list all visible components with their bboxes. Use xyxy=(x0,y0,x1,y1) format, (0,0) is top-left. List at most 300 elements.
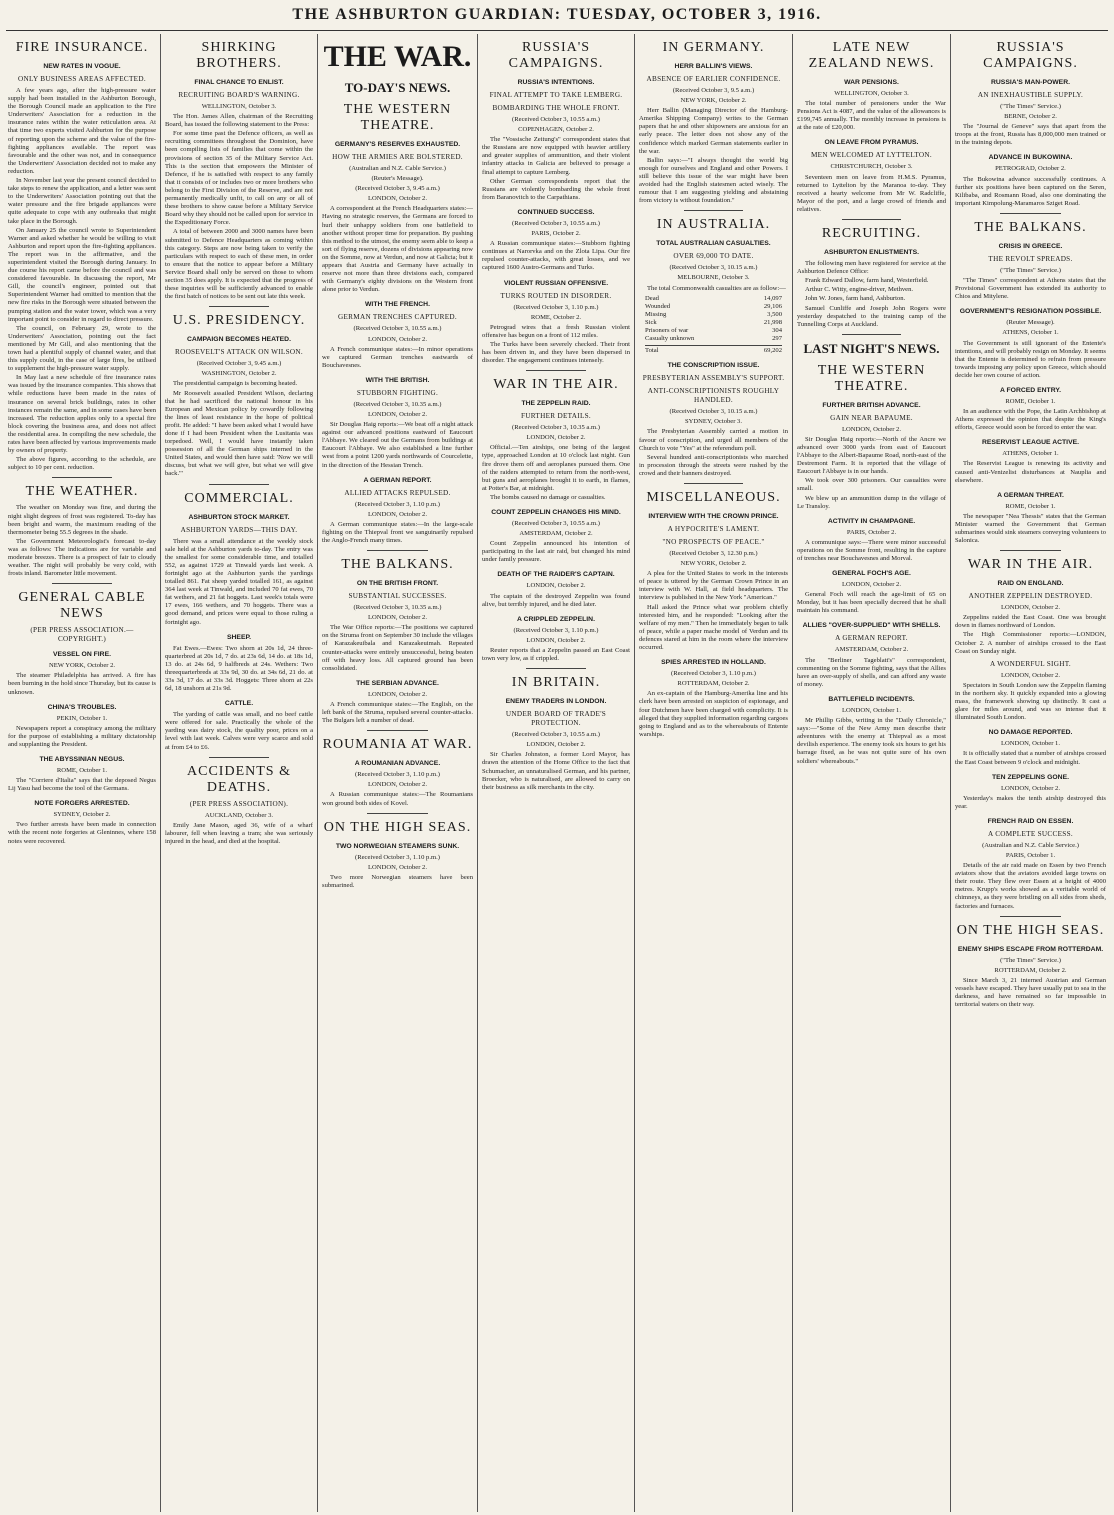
subheading: RUSSIA'S MAN-POWER. xyxy=(990,79,1071,86)
dateline: ROTTERDAM, October 2. xyxy=(677,680,750,688)
subheading: ASHBURTON YARDS—THIS DAY. xyxy=(180,525,298,534)
column-3 xyxy=(318,34,478,1512)
subheading: WITH THE BRITISH. xyxy=(365,376,430,384)
divider xyxy=(1000,213,1060,214)
paragraph: Two more Norwegian steamers have been submarined. xyxy=(322,873,473,889)
paragraph: On January 25 the council wrote to Superintendent Warner and asked whether he would be willing to visit Ashburton and report upon the fire-fighting appliances. The report was in the affirmative, and the superintendent visited the Borough during January. In due course his report came before the council and was considered favourable. In discussing the report, Mr Gill, the council's engineer, pointed out that Superintendent Warner had omitted to mention that the new fire risks in the Borough were situated between the pumping station and the water tower, which was a very important point to consider in regard to direct pressure. xyxy=(8,226,156,323)
paragraph: Zeppelins raided the East Coast. One was brought down in flames northward of London. xyxy=(955,614,1106,630)
subheading: GENERAL FOCH'S AGE. xyxy=(832,570,911,578)
paragraph: The Reservist League is renewing its activity and caused anti-Venizelist disturbances at Nauplia and elsewhere. xyxy=(955,460,1106,484)
paragraph: A plea for the United States to work in the interests of peace is uttered by the German Crown Prince in an interview with W. Hall, at field headquarters. The interview is published in the New York "American." xyxy=(639,570,788,602)
paragraph: Since March 3, 21 interned Austrian and German vessels have escaped. They have usually put to sea in the darkness, and have remained so far impossible in territorial waters on their way. xyxy=(955,976,1106,1009)
paragraph: Several hundred anti-conscriptionists who marched in procession through the streets were rushed by the crowd and their banners destroyed. xyxy=(639,453,788,477)
headline: GENERAL CABLE NEWS xyxy=(18,590,146,622)
headline: WAR IN THE AIR. xyxy=(967,557,1094,573)
table-cell: Prisoners of war xyxy=(645,326,689,334)
dateline: (Received October 3, 1.10 p.m.) xyxy=(355,500,440,508)
subheading: GOVERNMENT'S RESIGNATION POSSIBLE. xyxy=(959,308,1102,316)
paragraph: A few years ago, after the high-pressure water supply had been installed in the Ashburton Borough, the Borough Council made an application to the Fire Underwriters' Association for a reduction in the insurance rates within the water reticulation area. At that time two experts visited Ashburton for the purpose of reporting upon the scheme and the value of the fire-fighting appliances available. The report was favourable and the other was not, and in consequence the Underwriters' Association decided not to make any reduction. xyxy=(8,87,156,175)
table-cell: 69,202 xyxy=(763,347,782,355)
masthead-rule xyxy=(6,30,1108,31)
subheading: RAID ON ENGLAND. xyxy=(997,580,1064,588)
dateline: (Received October 3, 12.30 p.m.) xyxy=(669,550,758,557)
paragraph: The newspaper "Nea Thessis" states that the German Minister warned the Government that German submarines would sink steamers conveying volunteers to Salonica. xyxy=(955,512,1106,545)
dateline: (Received October 3, 1.10 p.m.) xyxy=(355,771,440,779)
subheading: FURTHER DETAILS. xyxy=(520,412,592,421)
dateline: WELLINGTON, October 3. xyxy=(201,103,277,110)
paragraph: Official.—Ten airships, one being of the largest type, approached London at 10 o'clock last night. Gun fire drove them off and aeroplanes pursued them. One of the raiders attempted to return from the north-west, but guns and aeroplanes brought it to earth, in flames, at Potter's Bar, at midnight. xyxy=(482,444,630,492)
subheading: DEATH OF THE RAIDER'S CAPTAIN. xyxy=(497,571,615,579)
dateline: (Received October 3, 10.55 a.m.) xyxy=(512,219,600,227)
paragraph: The Government Meteorologist's forecast to-day was as follows: The indications are for variable and moderate breezes. There is a prospect of fair to cloudy weather. The night will probably be very cold, with frosts inland. Barometer little movement. xyxy=(8,537,156,578)
dateline: (Received October 3, 10.55 a.m.) xyxy=(512,731,600,739)
subheading: MEN WELCOMED AT LYTTELTON. xyxy=(810,151,932,160)
paragraph: The council, on February 29, wrote to the Underwriters' Association, pointing out the fact mentioned by Mr Gill, and also mentioning that the town had a plentiful supply of channel water, and that this supply could, in the case of large fires, be utilised to supplement the high-pressure water supply. xyxy=(8,324,156,373)
headline: THE WEATHER. xyxy=(25,484,139,500)
paragraph: Sir Charles Johnston, a former Lord Mayor, has drawn the attention of the Home Office to the fact that Schumacher, an unnaturalised German, and his partner, Broecker, who is naturalised, are allowed to carry on their business as silk merchants in the city. xyxy=(482,751,630,791)
dateline: LONDON, October 2. xyxy=(368,690,427,698)
dateline: LONDON, October 2. xyxy=(1001,604,1060,612)
table-row xyxy=(645,303,782,311)
byline: (Reuter's Message). xyxy=(371,175,424,183)
paragraph: Count Zeppelin announced his intention of participating in the last air raid, but changed his mind under family pressure. xyxy=(482,540,630,564)
table-cell: 304 xyxy=(772,326,782,334)
paragraph: Seventeen men on leave from H.M.S. Pyramus, returned to Lyttelton by the Maranoa to-day. They received a hearty welcome from Mr W. Radcliffe, Mayor of the port, and a large crowd of friends and relatives. xyxy=(797,173,946,213)
paragraph: The above figures, according to the schedule, are subject to 10 per cent. reduction. xyxy=(8,456,156,472)
paragraph: Sir Douglas Haig reports:—We beat off a night attack against our advanced positions eastward of Eaucourt l'Abbaye. We cleared out the Germans from buildings at Eaucourt l'Abbaye. We also established a line further west from a point 1200 yards northwards of Courcelette, in the direction of the Hessian Trench. xyxy=(322,421,473,469)
subheading: STUBBORN FIGHTING. xyxy=(356,388,439,397)
subheading: THE SERBIAN ADVANCE. xyxy=(356,679,439,687)
dateline: (Received October 3, 9.45 a.m.) xyxy=(355,185,440,193)
table-cell: Sick xyxy=(645,318,657,326)
headline: ROUMANIA AT WAR. xyxy=(322,737,473,753)
divider xyxy=(526,668,585,669)
paragraph: The "Berliner Tageblatt's" correspondent, commenting on the Somme fighting, says that the Allies have an over-supply of shells, and can afford any waste of money. xyxy=(797,656,946,688)
table-cell: 14,097 xyxy=(763,294,782,302)
divider xyxy=(209,484,268,485)
paragraph: The Bukowina advance successfully continues. A further six positions have been captured on the Seren, Kilibaba, and Rosmann Road, also one dominating the important Kimpolung-Maramaros Sziget Road. xyxy=(955,175,1106,207)
dateline: PARIS, October 2. xyxy=(846,528,897,536)
divider xyxy=(1000,916,1060,917)
subheading: INTERVIEW WITH THE CROWN PRINCE. xyxy=(648,513,779,520)
subheading: A GERMAN THREAT. xyxy=(997,491,1064,499)
paragraph: Mr Roosevelt assailed President Wilson, declaring that he had sacrificed the national honour in his European and Mexican policy by cowardly following the lines of least resistance in the hope of political profit. He added: "I have been asked what I would have done if I had been President when the Lusitania was torpedoed. Well, I would have instantly taken possession of all the German ships interned in the United States, and would then have said: 'Now we will discuss, but what we will give, but what we will give back.'" xyxy=(165,389,313,478)
dateline: LONDON, October 2. xyxy=(842,581,901,589)
dateline: BERNE, October 2. xyxy=(1004,113,1057,121)
newspaper-columns xyxy=(4,34,1110,1512)
dateline: (Received October 3, 10.15 a.m.) xyxy=(669,408,758,416)
headline: THE BALKANS. xyxy=(341,557,454,573)
subheading: ON THE BRITISH FRONT. xyxy=(356,580,439,588)
dateline: (Received October 3, 10.35 a.m.) xyxy=(512,424,600,432)
paragraph: A French communique states:—In minor operations we captured German trenches eastwards of Bouchavesnes. xyxy=(322,345,473,369)
dateline: NEW YORK, October 2. xyxy=(680,560,747,568)
paragraph: A Russian communique states:—Stubborn fighting continues at Narorvka and on the Zlota Lipa. Our fire repulsed counter-attacks, with great losses, and we captured 1600 Austro-Germans and Turks. xyxy=(482,240,630,272)
divider xyxy=(209,757,268,758)
divider xyxy=(52,583,111,584)
dateline: LONDON, October 2. xyxy=(526,434,586,442)
dateline: AMSTERDAM, October 2. xyxy=(519,530,593,538)
table-cell: 21,998 xyxy=(763,318,782,326)
dateline: PARIS, October 2. xyxy=(531,230,581,238)
dateline: (Received October 3, 1.10 p.m.) xyxy=(513,626,599,634)
headline: IN GERMANY. xyxy=(662,40,765,55)
paragraph: The High Commissioner reports:—LONDON, October 2. A number of airships crossed to the East Coast on Sunday night. xyxy=(955,631,1106,655)
paragraph: The Hon. James Allen, chairman of the Recruiting Board, has issued the following statement to the Press: xyxy=(165,113,313,129)
paragraph: Two further arrests have been made in connection with the recent note forgeries at Gleninnes, where 158 notes were recovered. xyxy=(8,821,156,845)
dateline: LONDON, October 2. xyxy=(368,510,427,518)
subheading: ALLIES "OVER-SUPPLIED" WITH SHELLS. xyxy=(802,622,941,630)
subheading: THE ZEPPELIN RAID. xyxy=(521,400,591,408)
subheading: OVER 69,000 TO DATE. xyxy=(673,252,754,261)
subheading: A GERMAN REPORT. xyxy=(363,476,432,484)
subheading: ASHBURTON STOCK MARKET. xyxy=(188,513,290,521)
paragraph: Yesterday's makes the tenth airship destroyed this year. xyxy=(955,794,1106,810)
subheading: NOTE FORGERS ARRESTED. xyxy=(34,800,130,808)
dateline: LONDON, October 2. xyxy=(368,410,427,418)
subheading: VESSEL ON FIRE. xyxy=(52,651,112,659)
headline: FIRE INSURANCE. xyxy=(15,40,149,55)
paragraph: Sir Douglas Haig reports:—North of the Ancre we advanced over 3000 yards from east of Eaucourt l'Abbaye to the Albert-Bapaume Road, north-east of the Destremont Farm. It is reported that the village of Eaucourt l'Abbaye is in our hands. xyxy=(797,435,946,476)
subheading: A WONDERFUL SIGHT. xyxy=(990,659,1071,668)
dateline: LONDON, October 2. xyxy=(1001,671,1060,679)
subheading: THE CONSCRIPTION ISSUE. xyxy=(667,362,760,370)
headline: THE BALKANS. xyxy=(974,219,1087,235)
headline: U.S. PRESIDENCY. xyxy=(172,313,306,329)
dateline: LONDON, October 2. xyxy=(368,863,427,871)
paragraph: It is officially stated that a number of airships crossed the East Coast between 9 o'clock and midnight. xyxy=(955,750,1106,766)
headline: LAST NIGHT'S NEWS. xyxy=(803,340,940,356)
column-2 xyxy=(161,34,318,1512)
headline: SHIRKING BROTHERS. xyxy=(196,40,282,71)
subheading: CRISIS IN GREECE. xyxy=(998,242,1063,250)
paragraph: The total number of pensioners under the War Pensions Act is 4087, and the value of the allowances is £199,745 annually. The monthly increase in pensions is at the rate of £20,000. xyxy=(797,100,946,132)
paragraph: A communique says:—There were minor successful operations on the Somme front, resulting in the capture of trenches near Bouchavesnes and Morval. xyxy=(797,538,946,562)
dateline: NEW YORK, October 2. xyxy=(680,97,747,105)
dateline: (Received October 3, 10.15 a.m.) xyxy=(669,264,758,272)
byline: ("The Times" Service.) xyxy=(1000,956,1061,964)
dateline: WASHINGTON, October 2. xyxy=(201,370,277,378)
dateline: NEW YORK, October 2. xyxy=(48,662,116,670)
paragraph: The presidential campaign is becoming heated. xyxy=(173,380,298,388)
subheading: NEW RATES IN VOGUE. xyxy=(43,63,121,70)
divider xyxy=(1000,550,1060,551)
headline: RECRUITING. xyxy=(821,226,922,242)
dateline: ROME, October 1. xyxy=(56,767,108,774)
subheading: A FORCED ENTRY. xyxy=(999,386,1062,394)
paragraph: Petrograd wires that a fresh Russian violent offensive has begun on a front of 112 miles. xyxy=(482,323,630,339)
byline: (Australian and N.Z. Cable Service.) xyxy=(982,841,1079,849)
table-cell: 29,106 xyxy=(763,302,782,310)
subheading: ENEMY TRADERS IN LONDON. xyxy=(505,698,607,706)
divider xyxy=(209,306,268,307)
dateline: LONDON, October 1. xyxy=(1001,740,1060,748)
subheading: FINAL CHANCE TO ENLIST. xyxy=(194,79,284,86)
dateline: AUCKLAND, October 3. xyxy=(204,811,274,819)
dateline: ATHENS, October 1. xyxy=(1002,329,1059,337)
paragraph: Details of the air raid made on Essen by two French aviators show that the aviators avoided large towns on their route. They flew over Essen at a height of 4000 metres. Krupp's works showed as a veritable world of chimneys, as they were bristling on all sides from sheds, factories and furnaces. xyxy=(955,862,1106,910)
dateline: AMSTERDAM, October 2. xyxy=(834,646,909,654)
paragraph: Reuter reports that a Zeppelin passed an East Coast town very low, as if crippled. xyxy=(482,646,630,663)
dateline: SYDNEY, October 3. xyxy=(684,418,743,426)
paragraph: The steamer Philadelphia has arrived. A fire has been burning in the hold since Thursday, but its cause is unknown. xyxy=(8,672,156,696)
dateline: (Received October 3, 9.45 a.m.) xyxy=(196,360,282,368)
headline: MISCELLANEOUS. xyxy=(646,490,781,505)
dateline: LONDON, October 2. xyxy=(368,335,427,343)
divider xyxy=(367,730,427,731)
dateline: CHRISTCHURCH, October 3. xyxy=(830,163,913,171)
dateline: ROME, October 1. xyxy=(1005,397,1056,405)
subheading: BOMBARDING THE WHOLE FRONT. xyxy=(492,104,620,112)
dateline: (Received October 3, 10.55 a.m.) xyxy=(353,325,442,333)
dateline: (Received October 3, 1.10 p.m.) xyxy=(671,670,756,678)
paragraph: The Turks have been severely checked. Their front has been driven in, and they have been dispersed in disorder. The engagement continues intensely. xyxy=(482,340,630,365)
subheading: "NO PROSPECTS OF PEACE." xyxy=(662,538,765,546)
column-6 xyxy=(793,34,951,1512)
dateline: ROTTERDAM, October 2. xyxy=(994,966,1067,974)
paragraph: John W. Jones, farm hand, Ashburton. xyxy=(805,295,906,303)
headline: RUSSIA'S CAMPAIGNS. xyxy=(983,40,1078,71)
dateline: (Received October 3, 10.35 a.m.) xyxy=(353,604,442,612)
paragraph: The yarding of cattle was small, and no beef cattle were offered for sale. Practically the whole of the yarding was dairy stock, the quality poor, prices on a level with last week. Calves were very scarce and sold at from £4 to £6. xyxy=(165,711,313,751)
table-cell: Wounded xyxy=(645,302,671,310)
subheading: TWO NORWEGIAN STEAMERS SUNK. xyxy=(335,842,460,850)
subheading: ANOTHER ZEPPELIN DESTROYED. xyxy=(968,592,1093,601)
paragraph: Mr Phillip Gibbs, writing in the "Daily Chronicle," says:—"Some of the New Army men describe their adventures with the enemy at Thiepval as a most devilish experience. The enemy took six hours to get his barrage fixed, as he was not quite sure of his own soldiers' whereabouts." xyxy=(797,717,946,765)
dateline: LONDON, October 2. xyxy=(526,741,586,749)
column-1 xyxy=(4,34,161,1512)
paragraph: Hall asked the Prince what war problem chiefly interested him, and he responded: "Looking after the welfare of my men." Then he immediately began to talk of peace, while a paper mache model of Verdun and its defences stared at him in the room where the interview occurred. xyxy=(639,603,788,652)
paragraph: Arthur C. Witty, engine-driver, Methven. xyxy=(805,286,914,294)
paragraph: Frank Edward Dallow, farm hand, Westerfield. xyxy=(805,277,929,285)
table-cell: Casualty unknown xyxy=(645,335,695,343)
byline: (Australian and N.Z. Cable Service.) xyxy=(349,165,446,172)
dateline: (Received October 3, 10.55 a.m.) xyxy=(512,116,600,123)
dateline: ROME, October 2. xyxy=(530,313,582,321)
subheading: TURKS ROUTED IN DISORDER. xyxy=(500,291,612,300)
paragraph: The following men have registered for service at the Ashburton Defence Office: xyxy=(797,260,946,276)
subheading: SPIES ARRESTED IN HOLLAND. xyxy=(661,659,766,667)
subheading: WAR PENSIONS. xyxy=(844,79,899,86)
casualty-table xyxy=(645,295,782,356)
paragraph: The War Office reports:—The positions we captured on the Struma front on September 30 include the villages of Karazakeuibala and Karazakeuimah. Repeated counter-attacks were entirely unsuccessful, being beaten off with heavy loss. All captured ground has been consolidated. xyxy=(322,624,473,672)
paragraph: Samuel Cunliffe and Joseph John Rogers were yesterday despatched to the training camp of the Tunnelling Corps at Auckland. xyxy=(797,304,946,328)
dateline: LONDON, October 2. xyxy=(1001,784,1060,792)
dateline: LONDON, October 2. xyxy=(526,636,586,644)
paragraph: Fat Ewes.—Ewes: Two shorn at 20s 1d, 24 three-quarterbred at 20s 1d, 7 do. at 23s 6d, 14 do. at 18s 1d, 13 do. at 24s 6d, 9 halfbreds at 24s. Wethers: Two threequarterbreds at 33s 9d, 30 do. at 34s 6d, 21 do. at 33s 3d, 17 do. at 33s 3d. Hoggets: Three shorn at 22s 6d, 18 unshorn at 21s 9d. xyxy=(165,644,313,693)
paragraph: The Presbyterian Assembly carried a motion in favour of conscription, and urged all members of the Church to vote "Yes" at the referendum poll. xyxy=(639,428,788,452)
dateline: MELBOURNE, October 3. xyxy=(677,274,750,282)
subheading: ANTI-CONSCRIPTIONISTS ROUGHLY HANDLED. xyxy=(647,387,780,405)
subheading: A COMPLETE SUCCESS. xyxy=(988,829,1073,838)
dateline: LONDON, October 1. xyxy=(842,706,901,714)
paragraph: A Russian communique states:—The Roumanians won ground both sides of Kovel. xyxy=(322,791,473,807)
subheading: CONTINUED SUCCESS. xyxy=(517,208,595,216)
subheading: GERMANY'S RESERVES EXHAUSTED. xyxy=(334,141,461,148)
headline: ON THE HIGH SEAS. xyxy=(956,922,1105,938)
dateline: WELLINGTON, October 3. xyxy=(834,90,909,97)
headline: RUSSIA'S CAMPAIGNS. xyxy=(508,40,604,71)
table-cell: Total xyxy=(645,347,659,355)
subheading: HOW THE ARMIES ARE BOLSTERED. xyxy=(332,153,463,161)
subheading: CAMPAIGN BECOMES HEATED. xyxy=(187,336,291,344)
divider xyxy=(684,483,744,484)
dateline: LONDON, October 2. xyxy=(842,425,901,433)
table-cell: Missing xyxy=(645,310,667,318)
table-cell: 297 xyxy=(772,335,782,343)
paragraph: General Foch will reach the age-limit of 65 on Monday, but it has been specially decreed that he shall maintain his command. xyxy=(797,591,946,615)
paragraph: For some time past the Defence officers, as well as recruiting committees throughout the Dominion, have been compiling lists of families that come within the provisions of section 35 of the Military Service Act. This is the section that empowers the Minister of Defence, if he is satisfied with respect to any family that it consists of or includes two or more brothers who belong to the First Division of the Reserve, and are not permanently medically unfit, to call on any or all of these brothers to show cause before a Military Service Board why they should not be called upon for service in the Expeditionary Force. xyxy=(165,130,313,227)
headline: ON THE HIGH SEAS. xyxy=(323,819,472,835)
subheading: ACTIVITY IN CHAMPAGNE. xyxy=(827,517,916,525)
subheading: RECRUITING BOARD'S WARNING. xyxy=(178,91,300,99)
dateline: (Received October 3, 1.10 p.m.) xyxy=(513,303,599,311)
paragraph: An ex-captain of the Hamburg-Amerika line and his clerk have been arrested on suspicion of espionage, and four Dutchmen have been charged with complicity. It is alleged that they supplied information regarding cargoes going to England and as to the whereabouts of Entente warships. xyxy=(639,690,788,738)
subheading: ROOSEVELT'S ATTACK ON WILSON. xyxy=(174,348,303,357)
column-7 xyxy=(951,34,1110,1512)
subheading: GERMAN TRENCHES CAPTURED. xyxy=(338,313,457,322)
subheading: FURTHER BRITISH ADVANCE. xyxy=(822,401,921,409)
paragraph: We took over 300 prisoners. Our casualties were small. xyxy=(797,477,946,493)
table-row xyxy=(645,335,782,343)
subheading: CHINA'S TROUBLES. xyxy=(47,703,117,711)
table-row xyxy=(645,311,782,319)
subheading: ADVANCE IN BUKOWINA. xyxy=(988,154,1073,162)
headline: IN BRITAIN. xyxy=(511,675,601,691)
divider xyxy=(842,334,902,335)
dateline: (Received October 3, 10.35 a.m.) xyxy=(353,400,442,408)
subheading: ONLY BUSINESS AREAS AFFECTED. xyxy=(18,75,146,83)
table-row xyxy=(645,295,782,303)
paragraph: The bombs caused no damage or casualties. xyxy=(490,493,606,501)
divider xyxy=(842,219,902,220)
paragraph: The total Commonwealth casualties are as follow:— xyxy=(647,284,786,292)
subheading: RESERVIST LEAGUE ACTIVE. xyxy=(981,439,1080,447)
table-row xyxy=(645,327,782,335)
dateline: SYDNEY, October 2. xyxy=(53,811,111,819)
masthead: THE ASHBURTON GUARDIAN: TUESDAY, OCTOBER 3, 1916. xyxy=(292,6,822,23)
table-cell: Dead xyxy=(645,294,659,302)
subheading: ENEMY SHIPS ESCAPE FROM ROTTERDAM. xyxy=(957,945,1104,953)
subheading: AN INEXHAUSTIBLE SUPPLY. xyxy=(977,91,1084,99)
subheading: ON LEAVE FROM PYRAMUS. xyxy=(824,139,919,147)
paragraph: The weather on Monday was fine, and during the night slight degrees of frost was registered. To-day has been bright and warm, the maximum reading of the thermometer being 55.5 degrees in the shade. xyxy=(8,504,156,536)
subheading: TOTAL AUSTRALIAN CASUALTIES. xyxy=(656,240,771,248)
paragraph: A correspondent at the French Headquarters states:—Having no strategic reserves, the Germans are forced to hurl their unhappy soldiers from one battlefield to another without proper time for preparation. By pushing this method to the utmost, the enemy seem able to keep a sort of flying reserve, dozens of divisions appearing now on the Somme, now at Verdun, and now at Galicia; but it appears that Austria and Germany have actually in reserve not more than three divisions each, compared with Germany's eighty divisions on the Western front alone prior to Verdun. xyxy=(322,205,473,294)
paragraph: Other German correspondents report that the Russians are violently bombarding the whole front from Baranovitch to the Carpathians. xyxy=(482,177,630,201)
table-row xyxy=(645,319,782,327)
subheading: THE REVOLT SPREADS. xyxy=(988,254,1073,263)
paragraph: We blew up an ammunition dump in the village of Le Transloy. xyxy=(797,494,946,510)
divider xyxy=(684,210,744,211)
paragraph: A total of between 2000 and 3000 names have been submitted to Defence Headquarters as coming within this category. Steps are now being taken to verify the particulars with respect to each of these men, in order to ensure that the notice to appear before a Military Service Board shall only be served on those to whom section 35 does apply. It is expected that the progress of these inquiries will be sufficiently advanced to enable the first batch of notices to be sent out late this week. xyxy=(165,228,313,301)
divider xyxy=(367,550,427,551)
subheading: CATTLE. xyxy=(224,700,254,708)
paragraph: In an audience with the Pope, the Latin Archbishop at Athens expressed the opinion that despite the King's efforts, Greece would soon be forced to enter the war. xyxy=(955,408,1106,432)
dateline: (Received October 3, 9.5 a.m.) xyxy=(672,87,755,94)
dateline: PEKIN, October 1. xyxy=(56,714,108,722)
dateline: ATHENS, October 1. xyxy=(1002,450,1059,458)
byline: (Reuter Message). xyxy=(1006,319,1055,327)
paragraph: The Government is still ignorant of the Entente's intentions, and will probably resign on Monday. It seems that the Entente is determined to refrain from pressure towards imposing any policy upon Greece, which should decide her own course of action. xyxy=(955,339,1106,379)
subheading: RUSSIA'S INTENTIONS. xyxy=(517,79,595,86)
divider xyxy=(367,813,427,814)
subheading: ABSENCE OF EARLIER CONFIDENCE. xyxy=(646,75,781,83)
headline: THE WESTERN THEATRE. xyxy=(343,102,452,133)
paragraph: There was a small attendance at the weekly stock sale held at the Ashburton yards to-day. The entry was the smallest for some considerable time, and totalled 552, as against 1729 at Tinwald yards last week. A fortnight ago at the Ashburton yards the yardings totalled 861. Fat sheep yarded totalled 161, as against 364 last week at Tinwald, and included 70 fat ewes, 70 fat wethers, and 21 fat hoggets. Last week's totals were 17 ewes, 166 wethers, and 70 hoggets. There was a good demand, and prices were equal to those ruling a fortnight ago. xyxy=(165,537,313,626)
headline: COMMERCIAL. xyxy=(184,490,294,506)
subheading: FRENCH RAID ON ESSEN. xyxy=(987,817,1074,825)
divider xyxy=(52,477,111,478)
dateline: (Received October 3, 10.55 a.m.) xyxy=(512,520,600,527)
headline: WAR IN THE AIR. xyxy=(493,377,619,393)
subheading: BATTLEFIELD INCIDENTS. xyxy=(828,695,915,703)
subheading: TEN ZEPPELINS GONE. xyxy=(991,773,1070,781)
subheading: A CRIPPLED ZEPPELIN. xyxy=(517,615,595,623)
subheading: SUBSTANTIAL SUCCESSES. xyxy=(348,592,447,601)
paragraph: In November last year the present council decided to take steps to renew the application, and a letter was sent to the Underwriters' Association pointing out that the water pressure and the fire brigade appliances were quite adequate to cope with any outbreaks that might take place in the Borough. xyxy=(8,177,156,225)
paragraph: The "Journal de Geneve" says that apart from the troops at the front, Russia has 8,000,000 men trained or in the training depots. xyxy=(955,123,1106,147)
subheading: A HYPOCRITE'S LAMENT. xyxy=(667,525,760,533)
byline: (PER PRESS ASSOCIATION.—COPYRIGHT.) xyxy=(30,626,134,644)
paragraph: "The Times" correspondent at Athens states that the Provisional Government has extended its authority to Chios and Mitylene. xyxy=(955,277,1106,301)
paragraph: A German communique states:—In the large-scale fighting on the Thiepval front we sanguinarily repulsed the Anglo-French many times. xyxy=(322,520,473,544)
subheading: NO DAMAGE REPORTED. xyxy=(988,729,1073,737)
subheading: COUNT ZEPPELIN CHANGES HIS MIND. xyxy=(491,509,621,516)
subheading: PRESBYTERIAN ASSEMBLY'S SUPPORT. xyxy=(642,374,785,383)
dateline: PARIS, October 1. xyxy=(1005,851,1056,859)
dateline: LONDON, October 2. xyxy=(526,582,586,590)
paragraph: Ballin says:—"I always thought the world big enough for ourselves and England and other Powers. I still believe this issue of the war might have been avoided had the English statesmen acted wisely. The rumour that I am suggesting yielding and abstaining from victory is without foundation." xyxy=(639,156,788,205)
subheading: ALLIED ATTACKS REPULSED. xyxy=(344,488,451,497)
byline: ("The Times" Service.) xyxy=(1000,103,1061,110)
paragraph: The "Corriere d'Italia" says that the deposed Negus Lij Yasu had become the tool of the Germans. xyxy=(8,777,156,793)
headline: THE WESTERN THEATRE. xyxy=(817,362,926,394)
paragraph: Emily Jane Mason, aged 36, wife of a wharf labourer, fell when leaving a tram; she was seriously injured in the head, and died at the hospital. xyxy=(165,821,313,845)
dateline: PETROGRAD, October 2. xyxy=(995,165,1066,173)
paragraph: The captain of the destroyed Zeppelin was found alive, but terribly injured, and he died later. xyxy=(482,592,630,608)
subheading: SHEEP. xyxy=(226,633,252,641)
dateline: LONDON, October 2. xyxy=(368,195,427,203)
paragraph: Herr Ballin (Managing Director of the Hamburg-Amerika Shipping Company) writes to the German papers that he and other shipowners are anxious for an early peace. The letter does not show any of the confidence which marked German statements earlier in the war. xyxy=(639,107,788,155)
subheading: UNDER BOARD OF TRADE'S PROTECTION. xyxy=(505,710,607,728)
column-5 xyxy=(635,34,793,1512)
paragraph: Spectators in South London saw the Zeppelin flaming in the northern sky. It quickly expanded into a glowing mass, the framework showing up distinctly. It cast a glare for miles around, and was so intense that it illuminated South London. xyxy=(955,681,1106,722)
subheading: VIOLENT RUSSIAN OFFENSIVE. xyxy=(503,279,609,287)
byline: (PER PRESS ASSOCIATION). xyxy=(189,799,289,808)
headline: IN AUSTRALIA. xyxy=(656,217,771,233)
headline: ACCIDENTS & DEATHS. xyxy=(187,763,291,795)
subheading: WITH THE FRENCH. xyxy=(365,301,430,309)
dateline: LONDON, October 2. xyxy=(368,614,427,622)
byline: ("The Times" Service.) xyxy=(1000,266,1061,274)
subheading: THE ABYSSINIAN NEGUS. xyxy=(39,756,125,763)
paragraph: Newspapers report a conspiracy among the military for the purpose of establishing a military dictatorship and supplanting the President. xyxy=(8,724,156,748)
paragraph: A French communique states:—The English, on the left bank of the Struma, repulsed several counter-attacks. The Bulgars left a number of dead. xyxy=(322,700,473,725)
headline: THE WAR. xyxy=(323,40,472,73)
dateline: ROME, October 1. xyxy=(1005,502,1056,510)
dateline: (Received October 3, 1.10 p.m.) xyxy=(355,853,440,861)
table-cell: 3,500 xyxy=(767,310,782,318)
paragraph: The "Vossische Zeitung's" correspondent states that the Russians are now equipped with heavier artillery and greater supplies of ammunition, and their violent infantry attacks in Galicia are believed to presage a final attempt to capture Lemberg. xyxy=(482,136,630,176)
subheading: A GERMAN REPORT. xyxy=(835,634,908,643)
column-4 xyxy=(478,34,635,1512)
table-row xyxy=(645,345,782,355)
subheading: A ROUMANIAN ADVANCE. xyxy=(354,760,441,768)
dateline: LONDON, October 2. xyxy=(368,781,427,789)
subheading: HERR BALLIN'S VIEWS. xyxy=(674,63,753,70)
paragraph: In May last a new schedule of fire insurance rates was issued by the insurance companies. This shows that while reductions have been made in the rates of insurance on several brick buildings, rates in other instances remain the same, and in some cases have been increased. The reduction applies only to a special fire block covering the business area, and does not affect the residential area. In compiling the new schedule, the rates have been affected by various improvements made by owners of property. xyxy=(8,374,156,455)
